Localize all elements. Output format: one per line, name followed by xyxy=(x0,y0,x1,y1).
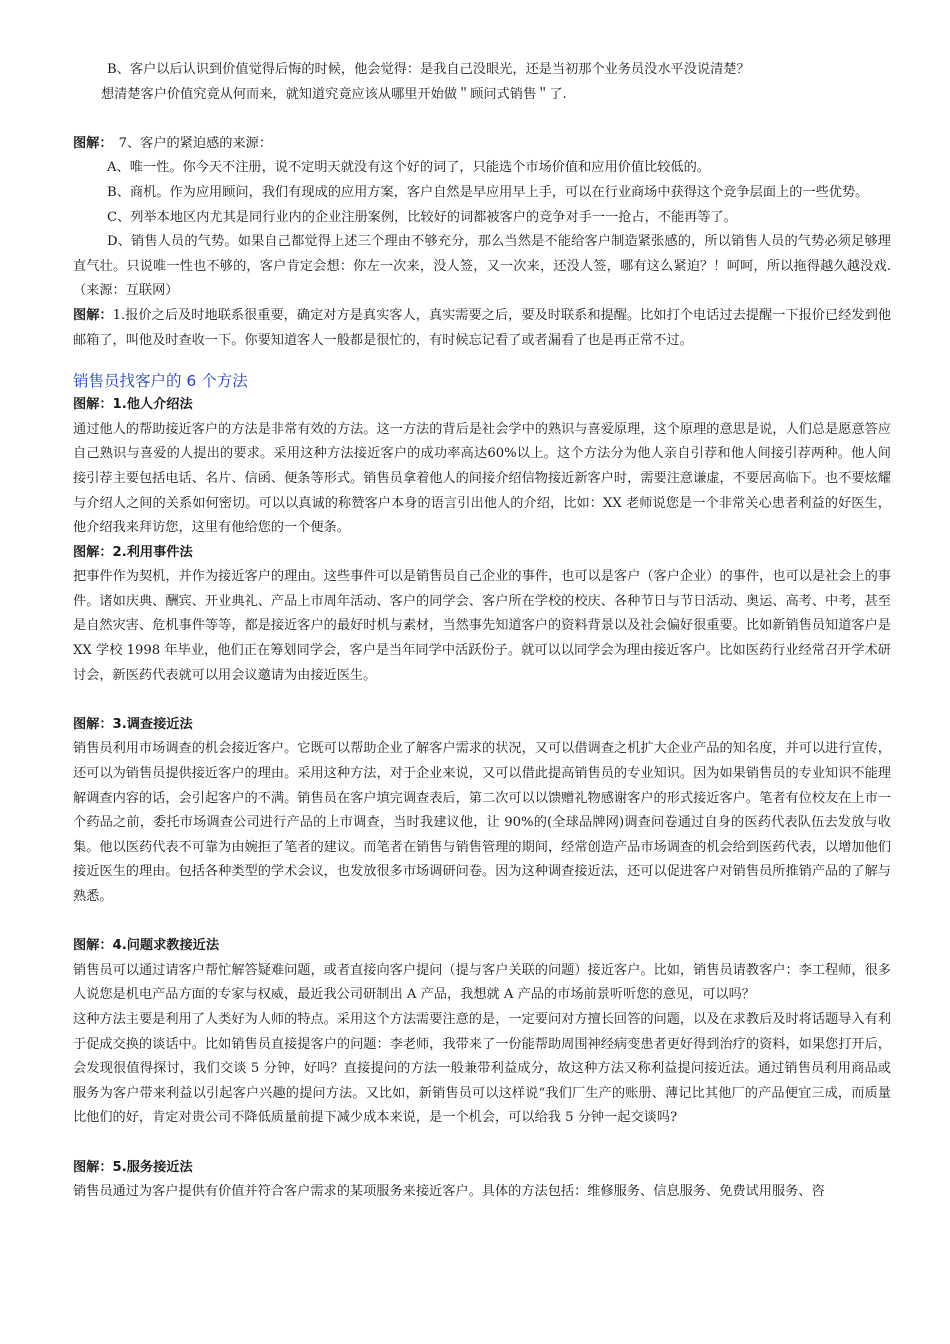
followup-label: 图解： xyxy=(73,307,113,323)
blank-line xyxy=(73,688,891,713)
document-page xyxy=(73,58,891,1205)
followup-text: 1.报价之后及时地联系很重要，确定对方是真实客人，真实需要之后，要及时联系和提醒。比如打个电话过去提醒一下报价已经发到他邮箱了，叫他及时查收一下。你要知道客人一般都是很忙的，有时候忘记看了或者漏看了也是再正常不过。 xyxy=(73,307,892,348)
urgency-point-b: B、商机。作为应用顾问，我们有现成的应用方案，客户自然是早应用早上手，可以在行业商场中获得这个竞争层面上的一些优势。 xyxy=(107,184,869,200)
method-5-heading: 图解：5.服务接近法 xyxy=(73,1159,193,1175)
followup-paragraph xyxy=(73,304,891,353)
method-1-text: 通过他人的帮助接近客户的方法是非常有效的方法。这一方法的背后是社会学中的熟识与喜爱原理，这个原理的意思是说，人们总是愿意答应自己熟识与喜爱的人提出的要求。采用这种方法接近客户的成功率高达60%以上。这个方法分为他人亲自引荐和他人间接引荐两种。他人间接引荐主要包括电话、名片、信函、便条等形式。销售员拿着他人的间接介绍信物接近新客户时，需要注意谦虚，不要居高临下。也不要炫耀与介绍人之间的关系如何密切。可以以真诚的称赞客户本身的语言引出他人的介绍，比如：XX 老师说您是一个非常关心患者利益的好医生，他介绍我来拜访您，这里有他给您的一个便条。 xyxy=(73,421,891,536)
method-5-text: 销售员通过为客户提供有价值并符合客户需求的某项服务来接近客户。具体的方法包括：维修服务、信息服务、免费试用服务、咨 xyxy=(73,1184,825,1200)
blank-line xyxy=(73,1131,891,1156)
urgency-point-a: A、唯一性。你今天不注册，说不定明天就没有这个好的词了，只能选个市场价值和应用价值比较低的。 xyxy=(107,160,710,176)
spacer xyxy=(73,353,891,369)
method-4-text-1: 销售员可以通过请客户帮忙解答疑难问题，或者直接向客户提问（提与客户关联的问题）接近客户。比如，销售员请教客户：李工程师，很多人说您是机电产品方面的专家与权威，最近我公司研制出 A 产品，我想就 A 产品的市场前景听听您的意见，可以吗？ xyxy=(73,962,891,1003)
intro-summary-paragraph: 想清楚客户价值究竟从何而来，就知道究竟应该从哪里开始做＂顾问式销售＂了. xyxy=(101,86,567,102)
method-2-text: 把事件作为契机，并作为接近客户的理由。这些事件可以是销售员自己企业的事件，也可以是客户（客户企业）的事件，也可以是社会上的事件。诸如庆典、酬宾、开业典礼、产品上市周年活动、客户的同学会、客户所在学校的校庆、各种节日与节日活动、奥运、高考、中考，甚至是自然灾害、危机事件等等，都是接近客户的最好时机与素材，当然事先知道客户的资料背景以及社会偏好很重要。比如新销售员知道客户是 XX 学校 1998 年毕业，他们正在筹划同学会，客户是当年同学中活跃份子。就可以以同学会为理由接近客户。比如医药行业经常召开学术研讨会，新医药代表就可以用会议邀请为由接近医生。 xyxy=(73,569,891,683)
method-4-heading: 图解：4.问题求教接近法 xyxy=(73,938,220,954)
intro-b-paragraph: B、客户以后认识到价值觉得后悔的时候，他会觉得：是我自己没眼光，还是当初那个业务员没水平没说清楚？ xyxy=(107,62,750,77)
method-3-text: 销售员利用市场调查的机会接近客户。它既可以帮助企业了解客户需求的状况，又可以借调查之机扩大企业产品的知名度，并可以进行宣传，还可以为销售员提供接近客户的理由。采用这种方法，对于企业来说，又可以借此提高销售员的专业知识。因为如果销售员的专业知识不能理解调查内容的话，会引起客户的不满。销售员在客户填完调查表后，第二次可以以馈赠礼物感谢客户的形式接近客户。笔者有位校友在上市一个药品之前，委托市场调查公司进行产品的上市调查，当时我建议他，让 90%的(全球品牌网)调查问卷通过自身的医药代表队伍去发放与收集。他以医药代表不可靠为由婉拒了笔者的建议。而笔者在销售与销售管理的期间，经常创造产品市场调查的机会给到医药代表，以增加他们接近医生的理由。包括各种类型的学术会议，也发放很多市场调研问卷。因为这种调查接近法，还可以促进客户对销售员所推销产品的了解与熟悉。 xyxy=(73,741,891,904)
urgency-title: 7、客户的紧迫感的来源： xyxy=(118,135,273,151)
method-3-heading: 图解：3.调查接近法 xyxy=(73,716,193,732)
urgency-point-d: D、销售人员的气势。如果自己都觉得上述三个理由不够充分，那么当然是不能给客户制造紧张感的，所以销售人员的气势必须足够理直气壮。只说唯一性也不够的，客户肯定会想：你左一次来，没人签，又一次来，还没人签，哪有这么紧迫？！呵呵，所以拖得越久越没戏.（来源：互联网） xyxy=(73,234,891,299)
blank-line xyxy=(73,910,891,935)
urgency-point-c: C、列举本地区内尤其是同行业内的企业注册案例，比较好的词都被客户的竞争对手一一抢占，不能再等了。 xyxy=(107,209,737,225)
urgency-title-line xyxy=(73,132,891,157)
blank-line xyxy=(73,107,891,132)
method-4-text-2: 这种方法主要是利用了人类好为人师的特点。采用这个方法需要注意的是，一定要问对方擅长回答的问题，以及在求教后及时将话题导入有利于促成交换的谈话中。比如销售员直接提客户的问题：李老师，我带来了一份能帮助周围神经病变患者更好得到治疗的资料，如果您打开后，会发现很值得探讨，我们交谈 5 分钟，好吗？直接提问的方法一般兼带利益成分，故这种方法又称利益提问接近法。通过销售员利用商品或服务为客户带来利益以引起客户兴趣的提问方法。又比如，新销售员可以这样说“我们厂生产的账册、薄记比其他厂的产品便宜三成，而质量比他们的好，肯定对贵公司不降低质量前提下减少成本来说，是一个机会，可以给我 5 分钟一起交谈吗? xyxy=(73,1011,891,1126)
section-title: 销售员找客户的 6 个方法 xyxy=(73,372,248,391)
urgency-label: 图解： xyxy=(73,135,113,151)
method-1-heading: 图解：1.他人介绍法 xyxy=(73,397,193,413)
method-2-heading: 图解：2.利用事件法 xyxy=(73,544,193,560)
